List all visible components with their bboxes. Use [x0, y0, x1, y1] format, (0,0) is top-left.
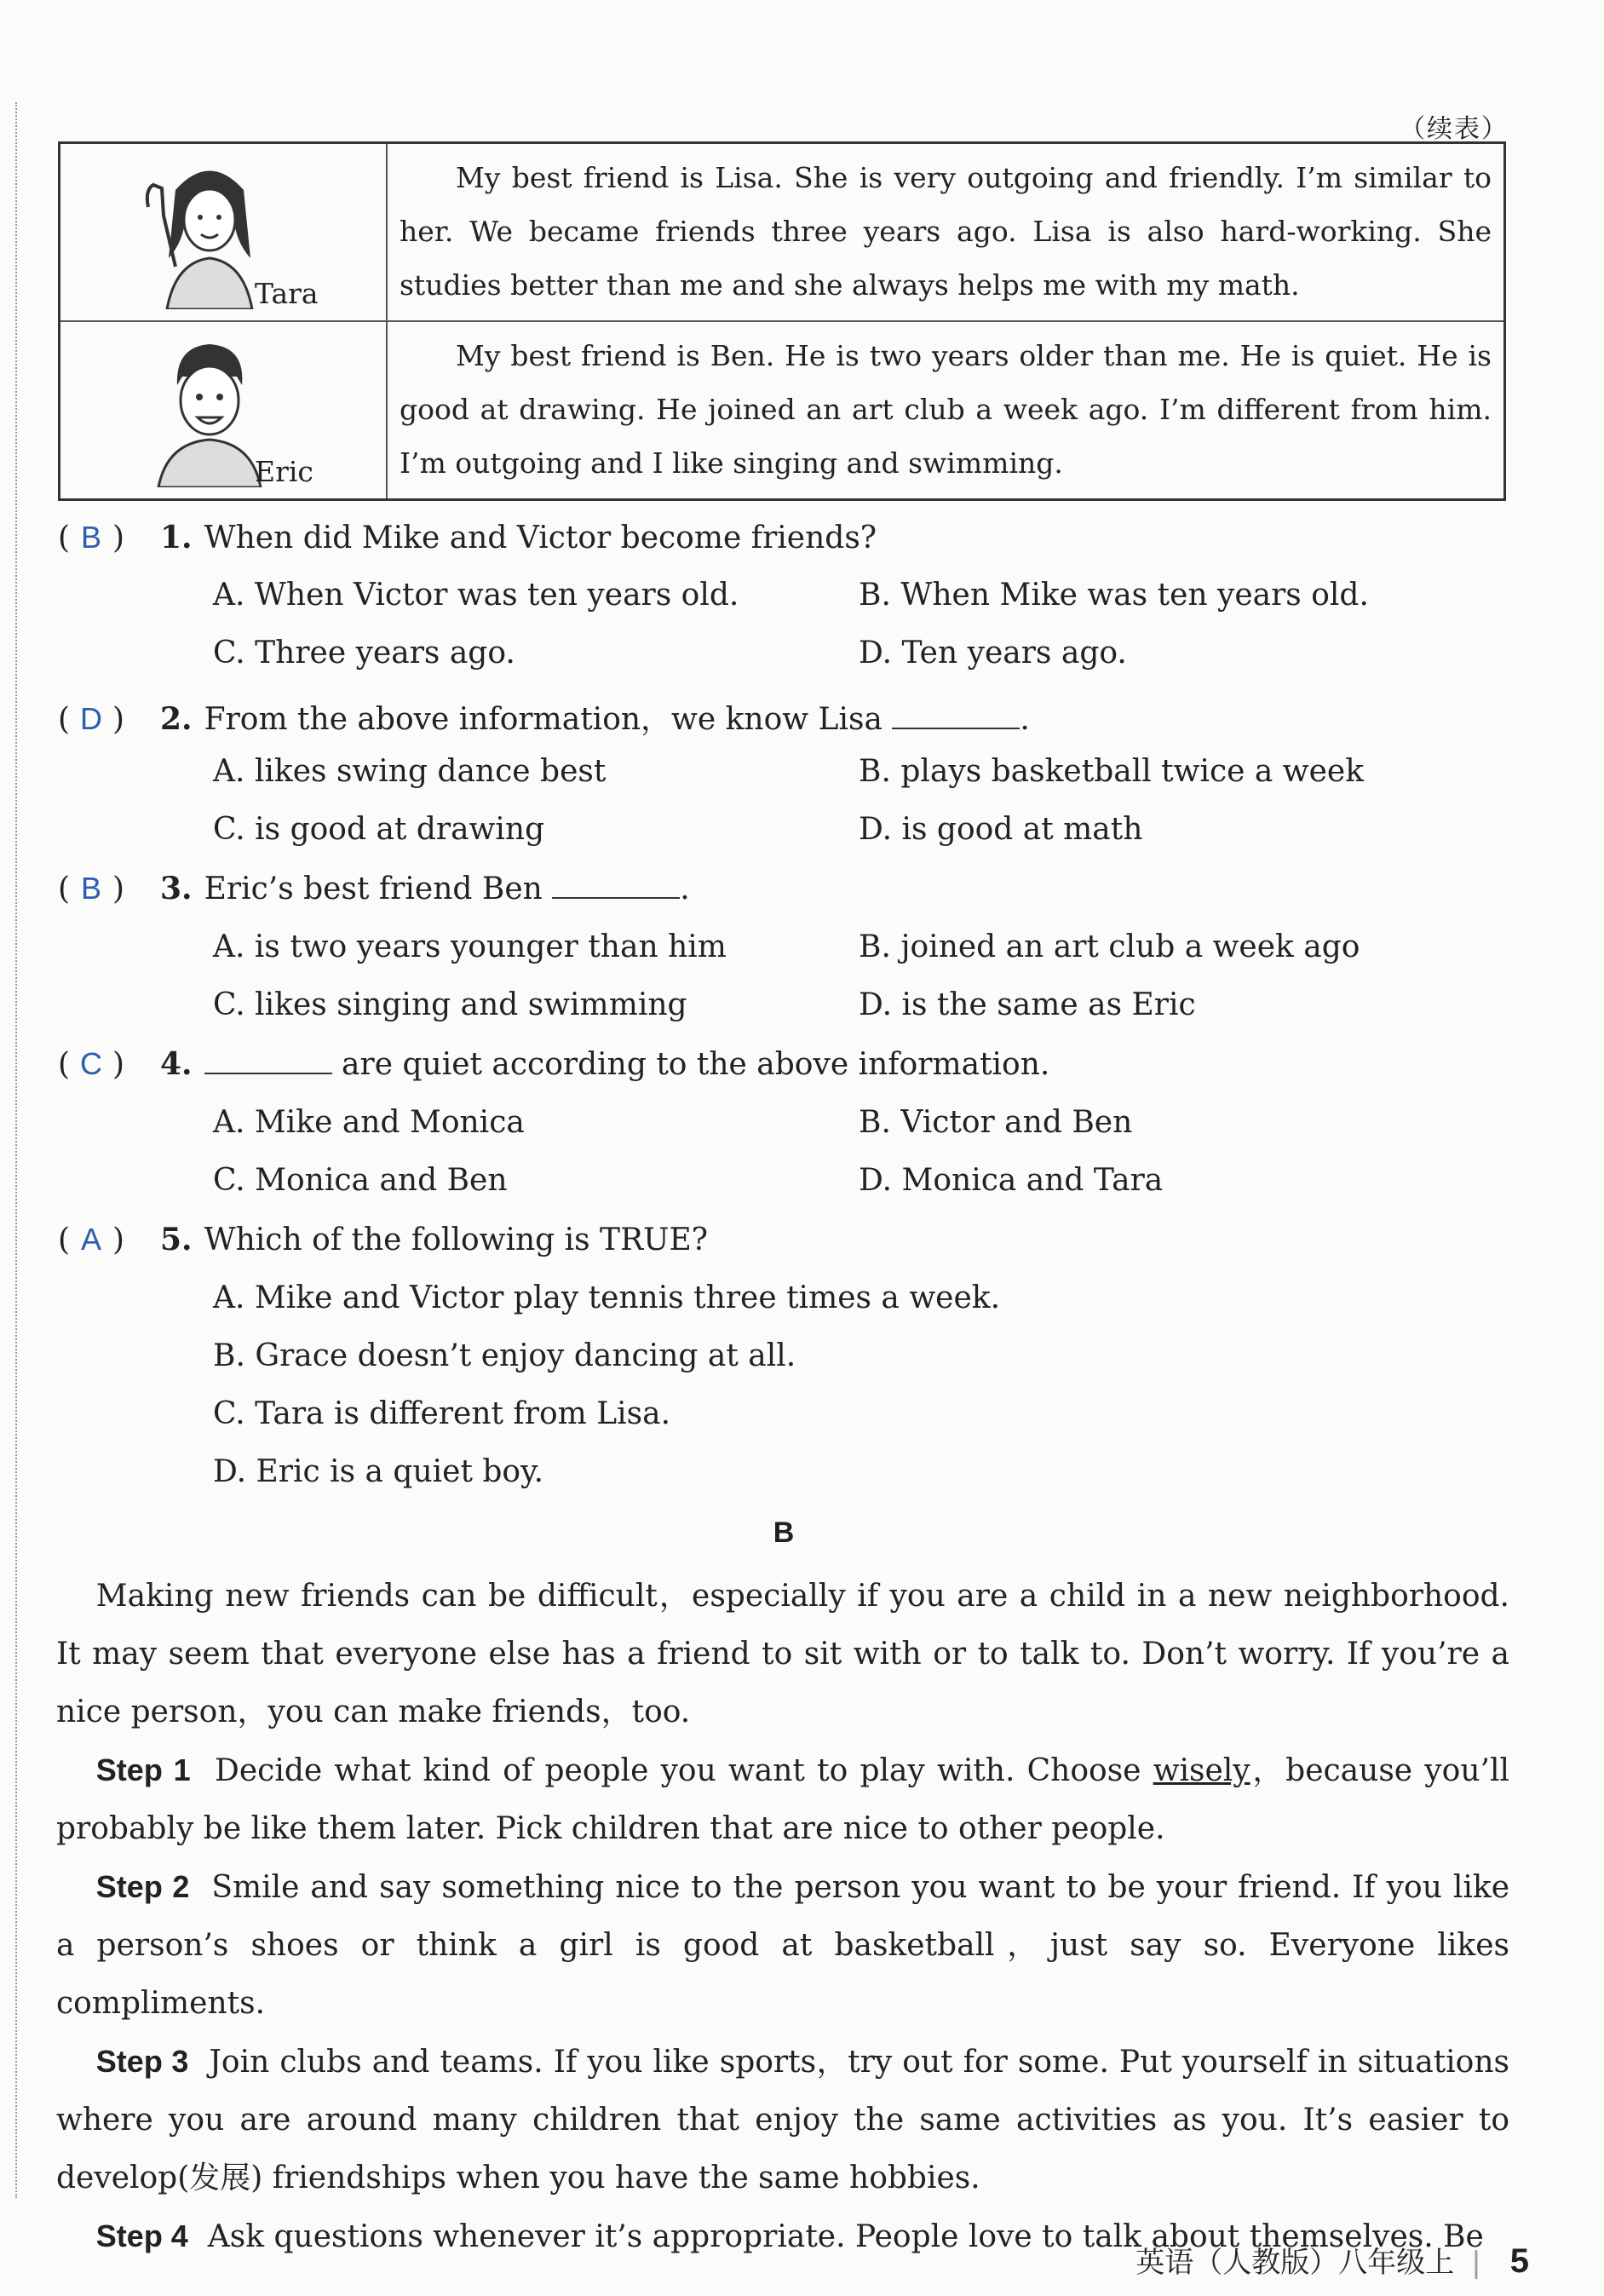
question-stem: Eric’s best friend Ben [204, 872, 553, 906]
option-c: C. Three years ago. [213, 636, 515, 670]
step-text-end: ，because you’ll probably be like them later. Pick children that are nice to other people. [56, 1753, 1509, 1846]
step-label: Step 2 [95, 1869, 190, 1904]
underlined-word: wisely [1153, 1753, 1250, 1788]
answer-5: A [81, 1222, 102, 1257]
option-d: D. Monica and Tara [859, 1163, 1164, 1198]
step-text: Decide what kind of people you want to play with. Choose [215, 1753, 1153, 1788]
answer-4: C [80, 1046, 103, 1081]
table-row [60, 321, 1505, 500]
question-number: 4. [160, 1046, 193, 1082]
step-paragraph [56, 1858, 1509, 2033]
eric-cell [60, 321, 388, 500]
step-paragraph [56, 2033, 1509, 2207]
person-name: Tara [255, 277, 319, 310]
step-text: Smile and say something nice to the person you want to be your friend. If you like a person’s shoes or think a girl is good at basketball，just say so. Everyone likes compliments. [56, 1870, 1509, 2021]
answer-3: B [81, 871, 102, 906]
option-b: B. plays basketball twice a week [859, 754, 1365, 789]
question-number: 1. [160, 520, 193, 555]
question-stem-end: . [680, 872, 690, 906]
question-stem-end: . [1020, 702, 1030, 737]
binding-margin-line [15, 102, 17, 2198]
option-b: B. Victor and Ben [859, 1105, 1133, 1140]
option-a: A. likes swing dance best [213, 754, 607, 789]
passage-intro: Making new friends can be difficult，especially if you are a child in a new neighborhood. It may seem that everyone else has a friend to sit with or to talk to. Don’t worry. If you’re a nice person，you can make friends，too. [56, 1579, 1509, 1729]
answer-1: B [81, 520, 102, 555]
step-paragraph [56, 1741, 1509, 1858]
step-label: Step 4 [95, 2218, 188, 2253]
option-b: B. Grace doesn’t enjoy dancing at all. [213, 1338, 796, 1373]
tara-cell [60, 143, 388, 322]
eric-text: My best friend is Ben. He is two years older than me. He is quiet. He is good at drawing. He joined an art club a week ago. I’m different from him. I’m outgoing and I like singing and swimming. [400, 339, 1492, 480]
person-name: Eric [255, 455, 313, 488]
answer-blank [892, 702, 1020, 729]
question-stem: From the above information，we know Lisa [204, 702, 893, 737]
question-5: ( A ) 5. Which of the following is TRUE? [58, 1222, 709, 1257]
option-d: D. is the same as Eric [859, 987, 1196, 1022]
question-1: ( B ) 1. When did Mike and Victor become friends? [58, 520, 877, 555]
tara-text-cell [387, 143, 1505, 322]
question-stem: are quiet according to the above information. [331, 1047, 1050, 1082]
footer-subject: 英语（人教版）八年级上 [1135, 2246, 1455, 2280]
friends-table [58, 141, 1506, 501]
question-3: ( B ) 3. Eric’s best friend Ben . [58, 871, 690, 906]
option-a: A. When Victor was ten years old. [213, 578, 739, 613]
step-text: Join clubs and teams. If you like sports，try out for some. Put yourself in situations where you are around many children that enjoy the same activities as you. It’s easier to develop(发展) friendships when you have the same hobbies. [56, 2045, 1510, 2195]
table-row [60, 143, 1505, 322]
step-label: Step 3 [95, 2044, 189, 2079]
tara-text: My best friend is Lisa. She is very outgoing and friendly. I’m similar to her. We became friends three years ago. Lisa is also hard-working. She studies better than me and she always helps me with my math. [400, 161, 1492, 302]
reading-passage [56, 1568, 1509, 2266]
question-stem: Which of the following is TRUE? [204, 1223, 709, 1257]
page-footer [1135, 2239, 1529, 2281]
footer-separator: | [1471, 2246, 1481, 2280]
option-a: A. Mike and Victor play tennis three times a week. [213, 1280, 1001, 1315]
option-c: C. is good at drawing [213, 812, 545, 847]
option-c: C. Monica and Ben [213, 1163, 508, 1198]
option-a: A. is two years younger than him [213, 929, 727, 964]
question-number: 2. [160, 701, 193, 737]
option-a: A. Mike and Monica [213, 1105, 525, 1140]
option-d: D. Eric is a quiet boy. [213, 1454, 544, 1489]
option-d: D. is good at math [859, 812, 1143, 847]
question-stem: When did Mike and Victor become friends? [204, 521, 877, 555]
option-b: B. joined an art club a week ago [859, 929, 1360, 964]
answer-blank [204, 1047, 332, 1074]
option-c: C. likes singing and swimming [213, 987, 687, 1022]
page-number: 5 [1509, 2242, 1529, 2280]
question-number: 3. [160, 871, 193, 906]
option-c: C. Tara is different from Lisa. [213, 1396, 671, 1431]
option-d: D. Ten years ago. [859, 636, 1127, 670]
question-number: 5. [160, 1222, 193, 1257]
step-label: Step 1 [95, 1752, 191, 1787]
continued-label: （续表） [1400, 114, 1509, 144]
option-b: B. When Mike was ten years old. [859, 578, 1369, 613]
answer-2: D [80, 701, 103, 736]
question-4: ( C ) 4. are quiet according to the above information. [58, 1046, 1050, 1082]
step-text: Ask questions whenever it’s appropriate. People love to talk about themselves. Be [207, 2219, 1484, 2254]
eric-text-cell [387, 321, 1505, 500]
section-b-heading: B [773, 1516, 795, 1549]
question-2: ( D ) 2. From the above information，we know Lisa . [58, 701, 1030, 737]
answer-blank [552, 872, 680, 899]
